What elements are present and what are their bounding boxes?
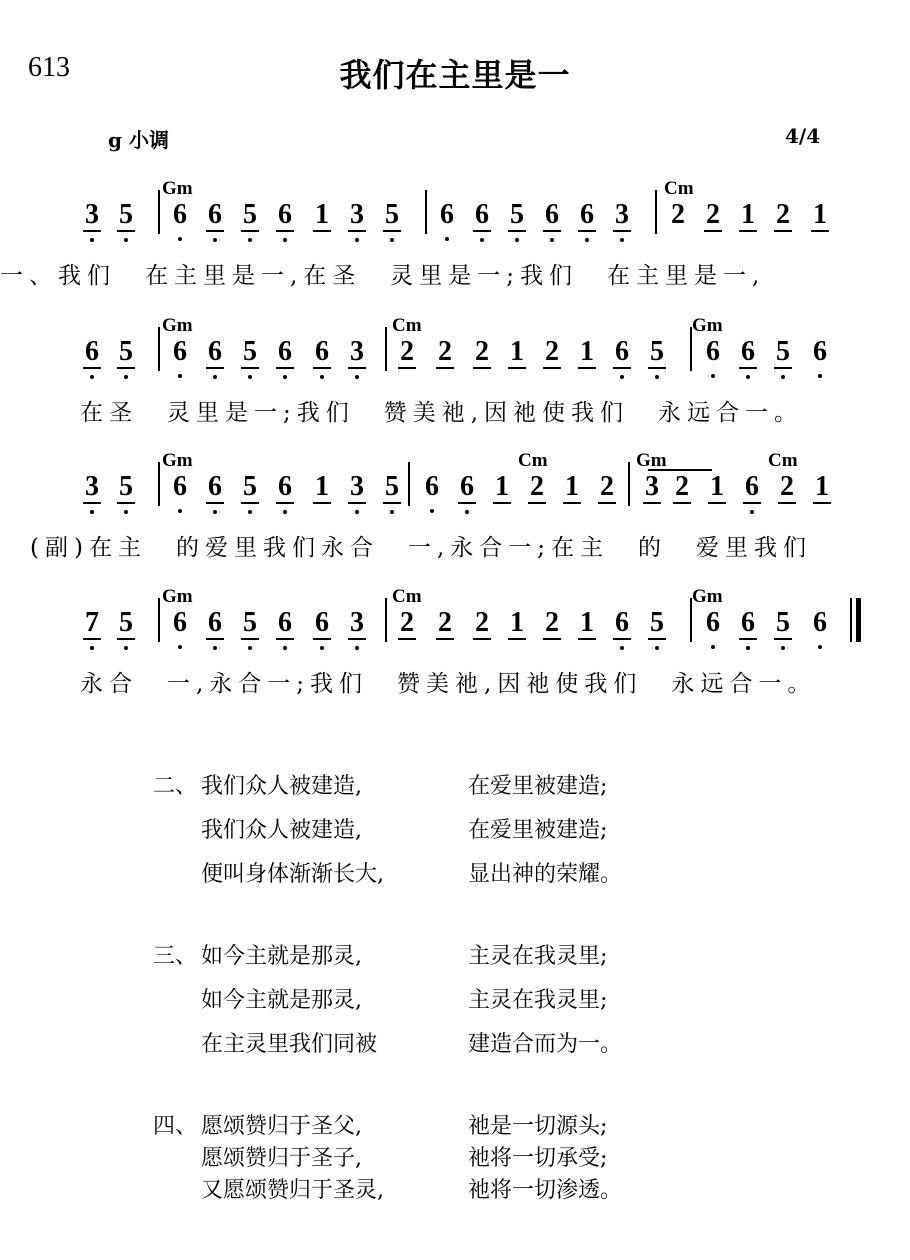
bar-line bbox=[408, 462, 410, 506]
note: 2 bbox=[671, 199, 685, 230]
chord-symbol: Gm bbox=[162, 178, 193, 199]
verse-label: 四、 bbox=[153, 1114, 198, 1139]
music-system bbox=[0, 175, 910, 305]
verse-label: 二、 bbox=[153, 774, 198, 799]
note: 6 bbox=[165, 337, 195, 367]
slur-line bbox=[648, 469, 712, 471]
note: 1 bbox=[487, 472, 517, 502]
note: 2 bbox=[537, 608, 567, 638]
note: 2 bbox=[467, 608, 497, 638]
chord-symbol: Cm bbox=[768, 450, 798, 471]
note: 5 bbox=[768, 608, 798, 638]
note: 6 bbox=[537, 200, 567, 230]
note: 2 bbox=[522, 472, 552, 502]
verse-line-second-half: 祂是一切源头; bbox=[468, 1114, 608, 1139]
lyric-line: 永合 一,永合一;我们 赞美祂,因祂使我们 永远合一。 bbox=[80, 671, 817, 697]
verse-line-first-half: 我们众人被建造, bbox=[201, 818, 362, 843]
bar-line bbox=[158, 598, 160, 642]
verse-line-second-half: 主灵在我灵里; bbox=[468, 988, 608, 1013]
note: 5 bbox=[111, 608, 141, 638]
note: 6 bbox=[270, 200, 300, 230]
hymn-title: 我们在主里是一 bbox=[339, 56, 571, 94]
note: 5 bbox=[642, 608, 672, 638]
note: 3 bbox=[77, 200, 107, 230]
note: 6 bbox=[200, 472, 230, 502]
note: 1 bbox=[572, 337, 602, 367]
note: 6 bbox=[733, 608, 763, 638]
note: 6 bbox=[607, 337, 637, 367]
chord-symbol: Gm bbox=[162, 450, 193, 471]
note: 6 bbox=[200, 608, 230, 638]
note: 6 bbox=[165, 472, 195, 502]
note: 6 bbox=[805, 608, 835, 638]
verse-line-second-half: 在爱里被建造; bbox=[468, 818, 608, 843]
note: 6 bbox=[270, 337, 300, 367]
verse-line-second-half: 建造合而为一。 bbox=[468, 1032, 623, 1057]
final-bar-line bbox=[850, 598, 861, 642]
note: 6 bbox=[77, 337, 107, 367]
note: 2 bbox=[392, 608, 422, 638]
note: 1 bbox=[702, 472, 732, 502]
hymn-number: 613 bbox=[28, 52, 70, 83]
chord-symbol: Cm bbox=[392, 586, 422, 607]
lyric-line: 一、我们 在主里是一,在圣 灵里是一;我们 在主里是一, bbox=[0, 263, 766, 289]
bar-line bbox=[425, 190, 427, 234]
note: 7 bbox=[77, 608, 107, 638]
chord-symbol: Cm bbox=[518, 450, 548, 471]
note: 5 bbox=[111, 337, 141, 367]
note: 5 bbox=[235, 472, 265, 502]
note: 2 bbox=[667, 472, 697, 502]
verse-line-first-half: 如今主就是那灵, bbox=[201, 944, 362, 969]
note: 5 bbox=[235, 200, 265, 230]
verse-line-first-half: 如今主就是那灵, bbox=[201, 988, 362, 1013]
verse-line-first-half: 在主灵里我们同被 bbox=[201, 1032, 378, 1057]
note: 6 bbox=[270, 608, 300, 638]
note: 5 bbox=[502, 200, 532, 230]
note: 2 bbox=[592, 472, 622, 502]
note: 1 bbox=[805, 200, 835, 230]
verse-line-second-half: 主灵在我灵里; bbox=[468, 944, 608, 969]
verse-label: 三、 bbox=[153, 944, 198, 969]
note: 6 bbox=[432, 200, 462, 230]
verse-line-second-half: 祂将一切承受; bbox=[468, 1146, 608, 1171]
chord-symbol: Cm bbox=[664, 178, 694, 199]
note: 3 bbox=[77, 472, 107, 502]
note: 5 bbox=[377, 472, 407, 502]
verse-line-first-half: 愿颂赞归于圣子, bbox=[201, 1146, 362, 1171]
note: 3 bbox=[342, 608, 372, 638]
note: 5 bbox=[642, 337, 672, 367]
note: 1 bbox=[307, 472, 337, 502]
music-system bbox=[0, 312, 910, 442]
note: 6 bbox=[733, 337, 763, 367]
note: 2 bbox=[430, 608, 460, 638]
chord-symbol: Cm bbox=[392, 315, 422, 336]
note: 6 bbox=[417, 472, 447, 502]
note: 6 bbox=[805, 337, 835, 367]
verse-line-first-half: 又愿颂赞归于圣灵, bbox=[201, 1178, 384, 1203]
note: 6 bbox=[200, 200, 230, 230]
note: 5 bbox=[377, 200, 407, 230]
note: 5 bbox=[235, 608, 265, 638]
bar-line bbox=[628, 462, 630, 506]
note: 5 bbox=[235, 337, 265, 367]
verse-line-second-half: 在爱里被建造; bbox=[468, 774, 608, 799]
note: 3 bbox=[342, 200, 372, 230]
time-signature: 4/4 bbox=[785, 124, 821, 148]
chord-symbol: Gm bbox=[692, 586, 723, 607]
lyric-line: 在圣 灵里是一;我们 赞美祂,因祂使我们 永远合一。 bbox=[80, 400, 804, 426]
bar-line bbox=[158, 462, 160, 506]
note: 1 bbox=[307, 200, 337, 230]
note: 6 bbox=[572, 200, 602, 230]
note: 1 bbox=[502, 337, 532, 367]
verse-line-first-half: 愿颂赞归于圣父, bbox=[201, 1114, 362, 1139]
note: 6 bbox=[165, 608, 195, 638]
note: 3 bbox=[342, 472, 372, 502]
music-system bbox=[0, 447, 910, 577]
note: 1 bbox=[572, 608, 602, 638]
bar-line bbox=[655, 190, 657, 234]
note: 1 bbox=[557, 472, 587, 502]
bar-line bbox=[158, 327, 160, 371]
note: 1 bbox=[502, 608, 532, 638]
verse-line-first-half: 便叫身体渐渐长大, bbox=[201, 862, 384, 887]
note: 6 bbox=[698, 337, 728, 367]
chord-symbol: Gm bbox=[162, 315, 193, 336]
note: 2 bbox=[392, 337, 422, 367]
note: 5 bbox=[111, 200, 141, 230]
note: 6 bbox=[698, 608, 728, 638]
verse-line-second-half: 显出神的荣耀。 bbox=[468, 862, 623, 887]
note: 3 bbox=[342, 337, 372, 367]
note: 6 bbox=[307, 337, 337, 367]
note: 2 bbox=[537, 337, 567, 367]
note: 6 bbox=[270, 472, 300, 502]
note: 6 bbox=[307, 608, 337, 638]
chord-symbol: Gm bbox=[636, 450, 667, 471]
key-signature: g 小调 bbox=[108, 128, 169, 152]
bar-line bbox=[385, 327, 387, 371]
note: 5 bbox=[111, 472, 141, 502]
note: 1 bbox=[733, 200, 763, 230]
music-system bbox=[0, 583, 910, 713]
note: 6 bbox=[200, 337, 230, 367]
note: 6 bbox=[737, 472, 767, 502]
note: 2 bbox=[467, 337, 497, 367]
note: 2 bbox=[772, 472, 802, 502]
note: 6 bbox=[452, 472, 482, 502]
chord-symbol: Gm bbox=[692, 315, 723, 336]
note: 1 bbox=[807, 472, 837, 502]
note: 2 bbox=[698, 200, 728, 230]
lyric-line: (副)在主 的爱里我们永合 一,永合一;在主 的 爱里我们 bbox=[30, 535, 813, 561]
note: 5 bbox=[768, 337, 798, 367]
note: 2 bbox=[768, 200, 798, 230]
note: 3 bbox=[607, 200, 637, 230]
bar-line bbox=[158, 190, 160, 234]
bar-line bbox=[385, 598, 387, 642]
verse-line-first-half: 我们众人被建造, bbox=[201, 774, 362, 799]
note: 2 bbox=[430, 337, 460, 367]
note: 6 bbox=[165, 200, 195, 230]
verse-line-second-half: 祂将一切渗透。 bbox=[468, 1178, 623, 1203]
note: 6 bbox=[607, 608, 637, 638]
chord-symbol: Gm bbox=[162, 586, 193, 607]
note: 3 bbox=[637, 472, 667, 502]
note: 6 bbox=[467, 200, 497, 230]
